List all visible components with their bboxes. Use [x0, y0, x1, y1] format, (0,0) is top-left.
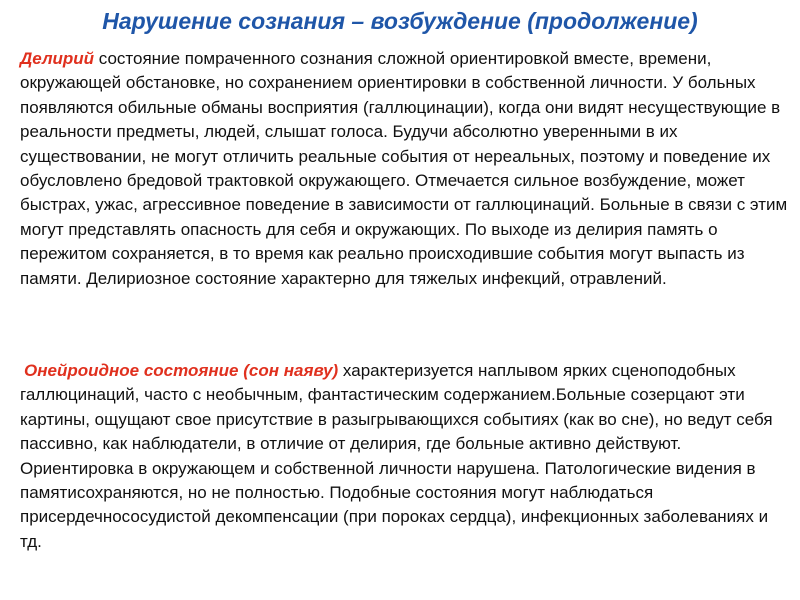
term-oneiroid: Онейроидное состояние (сон наяву): [24, 361, 339, 380]
paragraph-delirium-text: состояние помраченного сознания сложной ориентировкой вместе, времени, окружающей обстановке, но сохранением ориентировки в собственной личности. У больных появляются обильные обманы восприятия (галлюцинации), когда они видят несуществующие в реальности предметы, людей, слышат голоса. Будучи абсолютно уверенными в их существовании, не могут отличить реальные события от нереальных, поэтому и поведение их обусловлено бредовой трактовкой окружающего. Отмечается сильное возбуждение, может быстрах, ужас, агрессивное поведение в зависимости от галлюцинаций. Больные в связи с этим могут представлять опасность для себя и окружающих. По выходе из делирия память о пережитом сохраняется, в то время как реально происходившие события могут выпасть из памяти. Делириозное состояние характерно для тяжелых инфекций, отравлений.: [20, 49, 788, 288]
paragraph-delirium: [20, 47, 788, 291]
paragraph-oneiroid-text: характеризуется наплывом ярких сценоподобных галлюцинаций, часто с необычным, фантастическим содержанием.Больные созерцают эти картины, ощущают свое присутствие в разыгрывающихся событиях (как во сне), но ведут себя пассивно, как наблюдатели, в отличие от делирия, где больные активно действуют. Ориентировка в окружающем и собственной личности нарушена. Патологические видения в памятисохраняются, но не полностью. Подобные состояния могут наблюдаться присердечнососудистой декомпенсации (при пороках сердца), инфекционных заболеваниях и тд.: [20, 361, 773, 551]
term-delirium: Делирий: [20, 49, 95, 68]
slide-title: Нарушение сознания – возбуждение (продолжение): [102, 8, 698, 34]
paragraph-oneiroid: [20, 359, 788, 554]
